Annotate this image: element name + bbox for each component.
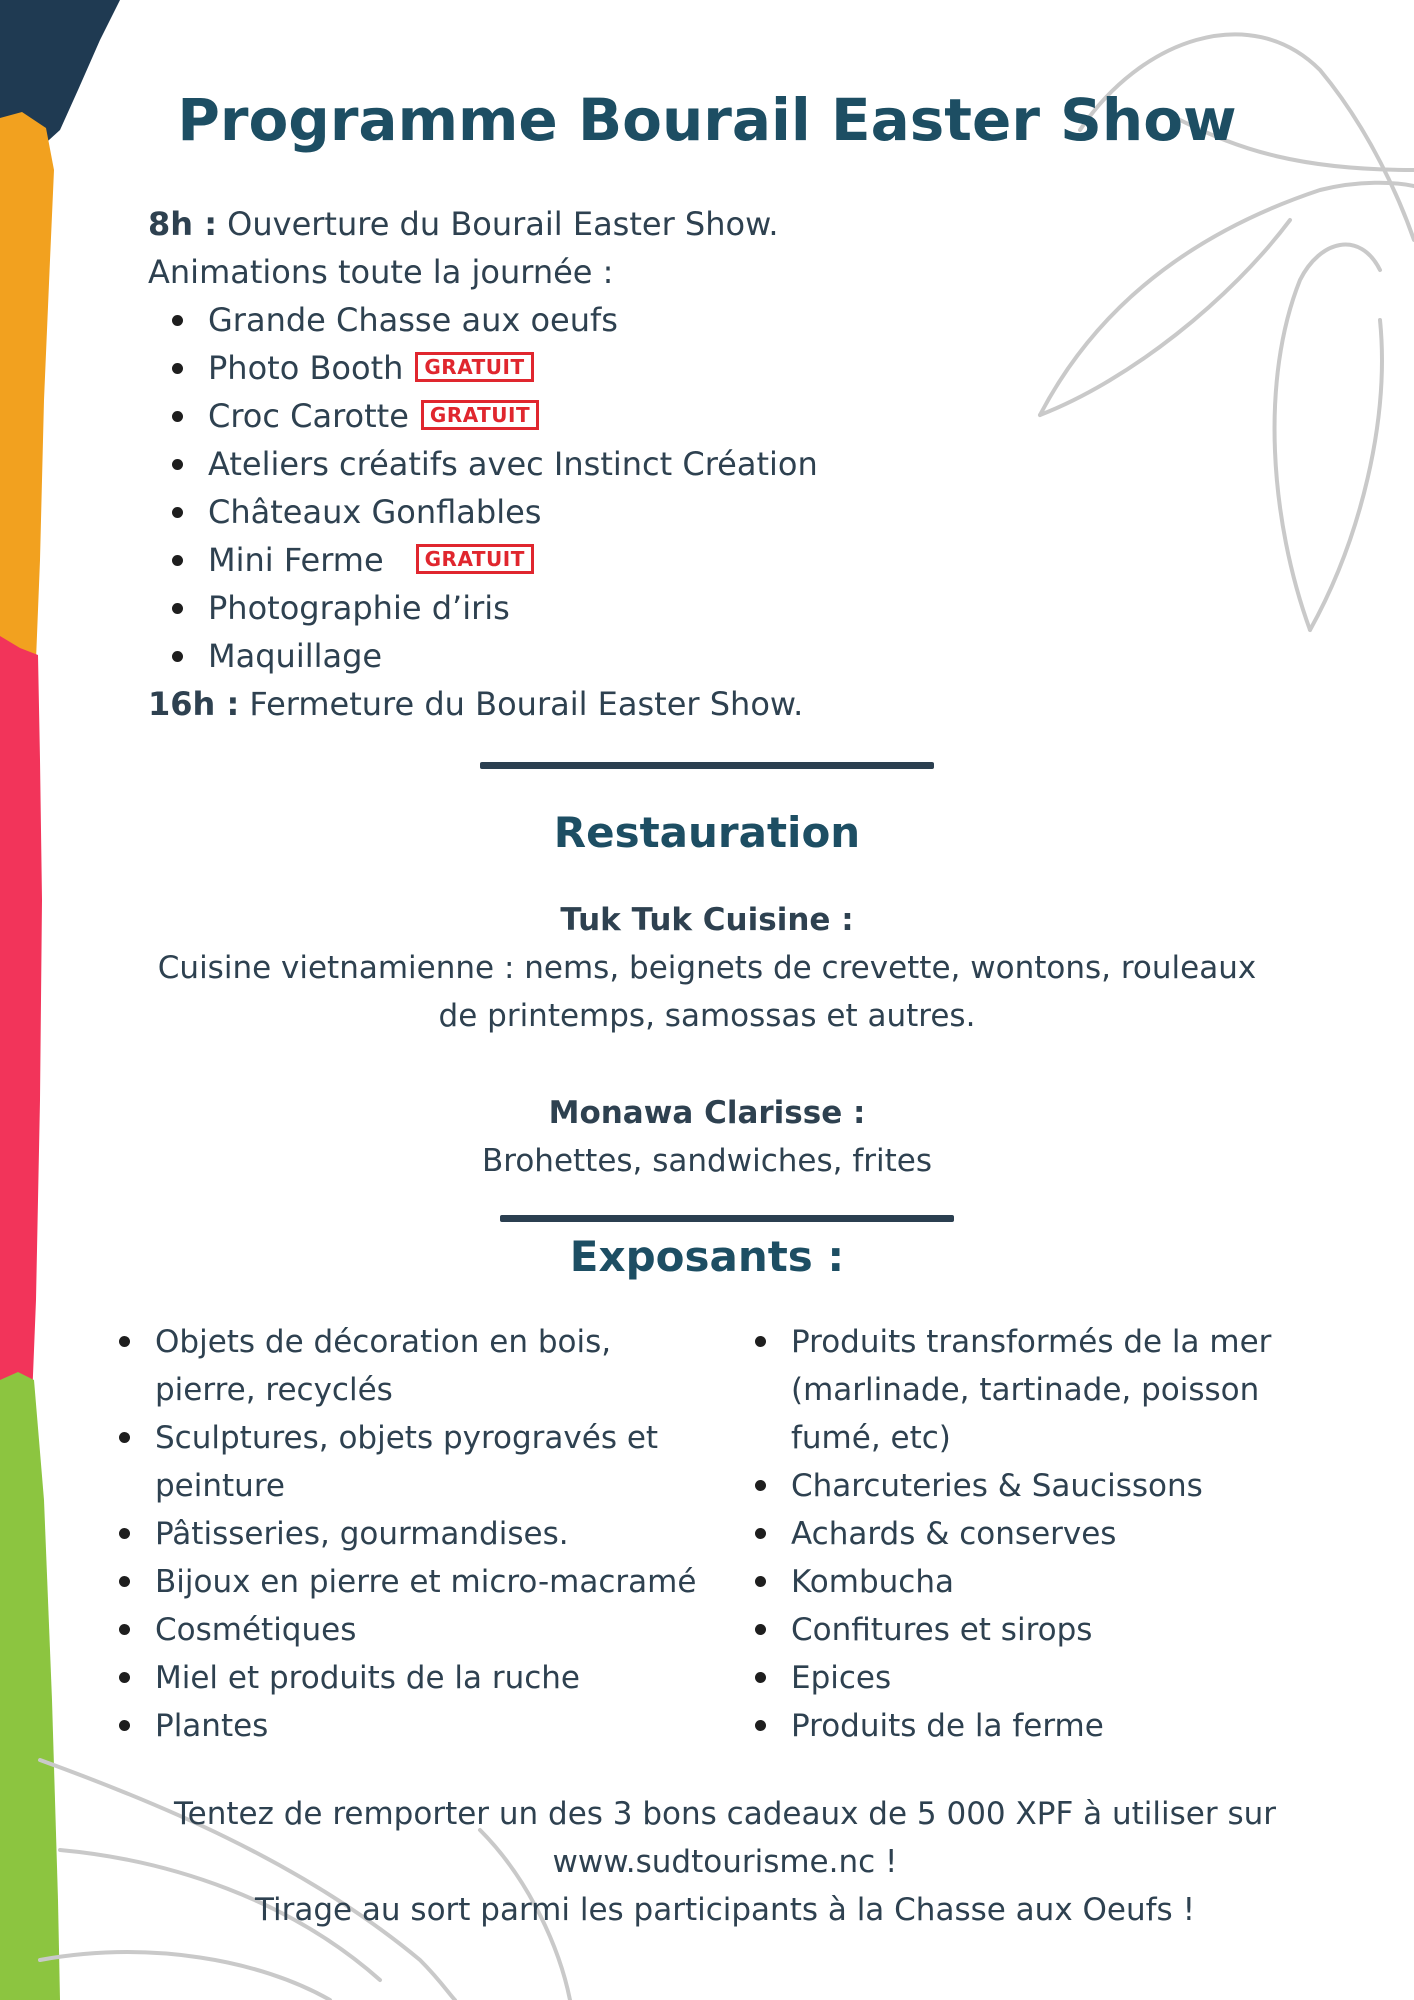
- list-item: Photo Booth GRATUIT: [148, 344, 818, 392]
- exposants-list: [749, 1318, 1349, 1750]
- list-item: Pâtisseries, gourmandises.: [113, 1510, 713, 1558]
- list-item: Kombucha: [749, 1558, 1349, 1606]
- vendor-name: Monawa Clarisse :: [548, 1095, 866, 1131]
- closing-line: [148, 680, 818, 728]
- list-item: Grande Chasse aux oeufs: [148, 296, 818, 344]
- exposants-heading: Exposants :: [569, 1232, 845, 1281]
- vendor-description: Brohettes, sandwiches, frites: [482, 1143, 932, 1179]
- free-badge: GRATUIT: [415, 352, 533, 382]
- exposants-right-column: [749, 1318, 1349, 1750]
- list-item: Photographie d’iris: [148, 584, 818, 632]
- exposants-list: [113, 1318, 713, 1750]
- list-item: Mini Ferme GRATUIT: [148, 536, 818, 584]
- list-item: Châteaux Gonflables: [148, 488, 818, 536]
- list-item: Objets de décoration en bois, pierre, recyclés: [113, 1318, 713, 1414]
- closing-text: Fermeture du Bourail Easter Show.: [239, 685, 804, 723]
- vendor-monawa: [0, 1089, 1414, 1185]
- closing-time: 16h :: [148, 685, 240, 723]
- opening-text: Ouverture du Bourail Easter Show.: [216, 205, 779, 243]
- list-item: Sculptures, objets pyrogravés et peinture: [113, 1414, 713, 1510]
- program-section: [148, 200, 818, 728]
- vendor-name: Tuk Tuk Cuisine :: [560, 902, 854, 938]
- list-item: Produits transformés de la mer (marlinade, tartinade, poisson fumé, etc): [749, 1318, 1349, 1462]
- list-item: Produits de la ferme: [749, 1702, 1349, 1750]
- free-badge: GRATUIT: [421, 400, 539, 430]
- restauration-heading: Restauration: [553, 808, 861, 857]
- list-item: Miel et produits de la ruche: [113, 1654, 713, 1702]
- exposants-left-column: [113, 1318, 713, 1750]
- section-divider: [500, 1215, 954, 1222]
- vendor-description: de printemps, samossas et autres.: [438, 998, 976, 1034]
- list-item: Charcuteries & Saucissons: [749, 1462, 1349, 1510]
- list-item: Plantes: [113, 1702, 713, 1750]
- list-item: Cosmétiques: [113, 1606, 713, 1654]
- opening-line: [148, 200, 818, 248]
- section-divider: [480, 762, 934, 769]
- footer-line: Tirage au sort parmi les participants à la Chasse aux Oeufs !: [254, 1892, 1195, 1928]
- list-item: Epices: [749, 1654, 1349, 1702]
- vendor-tuk-tuk: [0, 896, 1414, 1040]
- list-item: Confitures et sirops: [749, 1606, 1349, 1654]
- animations-intro: Animations toute la journée :: [148, 253, 614, 291]
- vendor-description: Cuisine vietnamienne : nems, beignets de crevette, wontons, rouleaux: [157, 950, 1257, 986]
- page-title: Programme Bourail Easter Show: [177, 86, 1237, 154]
- website-link[interactable]: www.sudtourisme.nc !: [552, 1844, 898, 1880]
- list-item: Ateliers créatifs avec Instinct Création: [148, 440, 818, 488]
- contest-footer: [150, 1790, 1300, 1934]
- free-badge: GRATUIT: [416, 544, 534, 574]
- list-item: Achards & conserves: [749, 1510, 1349, 1558]
- list-item: Maquillage: [148, 632, 818, 680]
- opening-time: 8h :: [148, 205, 217, 243]
- list-item: Croc Carotte GRATUIT: [148, 392, 818, 440]
- animations-list: [148, 296, 818, 680]
- list-item: Bijoux en pierre et micro-macramé: [113, 1558, 713, 1606]
- footer-line: Tentez de remporter un des 3 bons cadeaux de 5 000 XPF à utiliser sur: [174, 1796, 1276, 1832]
